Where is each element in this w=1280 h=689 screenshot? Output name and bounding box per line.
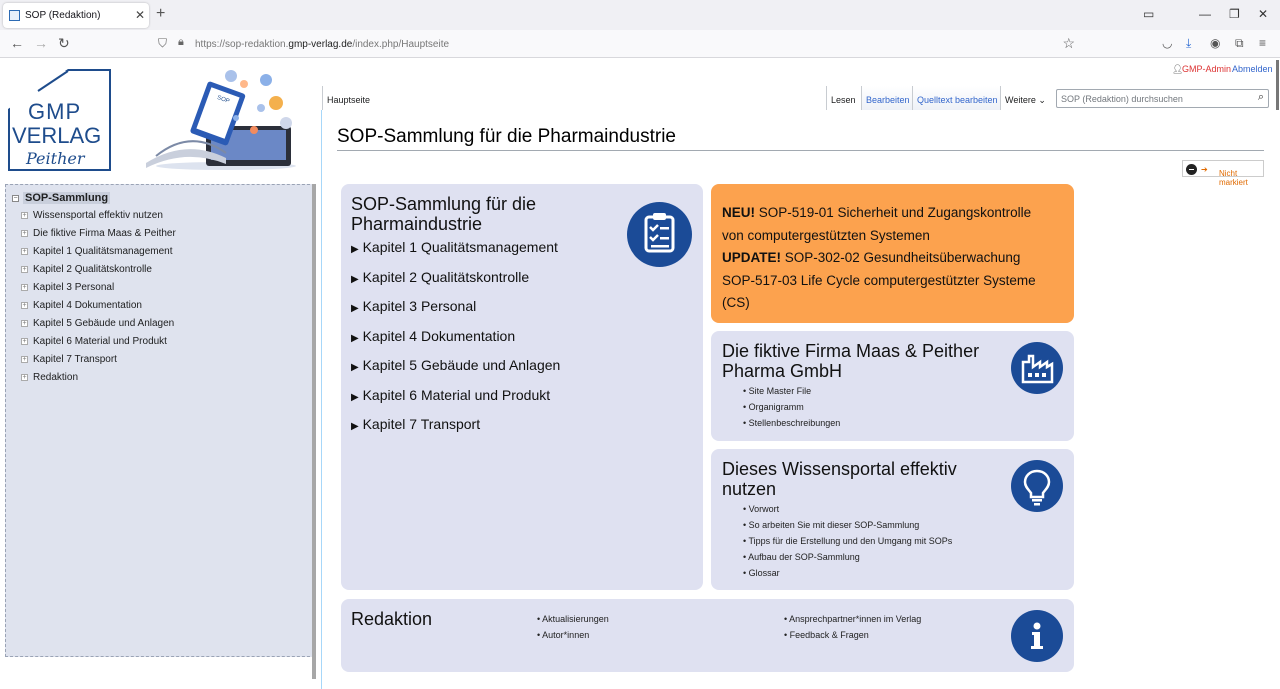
bullet-link[interactable] [743,552,860,562]
sidebar-item[interactable] [12,369,176,387]
bullet-link[interactable] [743,520,919,530]
triangle-right-icon: ▶ [351,362,359,373]
search-input[interactable] [1056,89,1269,108]
chapter-link[interactable] [351,269,529,285]
sidebar-item[interactable] [12,207,176,225]
sidebar-item[interactable] [12,351,176,369]
sidebar-item[interactable] [12,225,176,243]
sidebar-scrollbar[interactable] [312,184,316,679]
chapter-label: Kapitel 5 Gebäude und Anlagen [362,357,561,373]
sidebar-item-label: Kapitel 4 Dokumentation [33,300,142,311]
expand-icon[interactable]: + [22,302,27,309]
bullet-label: Vorwort [748,504,780,514]
bullet-icon: • [743,504,747,514]
tab-hauptseite[interactable]: Hauptseite [322,86,374,110]
user-link[interactable]: GMP-Admin [1182,64,1232,74]
bullet-icon: • [743,418,747,428]
info-icon [1011,610,1063,662]
chapter-link[interactable] [351,298,476,314]
sidebar-tree [5,184,315,657]
chapter-label: Kapitel 7 Transport [362,416,481,432]
chapter-label: Kapitel 3 Personal [362,298,477,314]
bullet-link[interactable] [743,402,804,412]
bullet-link[interactable] [743,418,840,428]
news-text [722,202,1062,315]
back-icon[interactable]: ← [10,35,24,51]
triangle-right-icon: ▶ [351,244,359,255]
chapter-label: Kapitel 4 Dokumentation [362,327,516,344]
bullet-link[interactable] [743,504,779,514]
card-redaktion [341,599,1074,672]
bullet-link[interactable] [537,614,609,624]
bullet-icon: • [537,614,541,624]
news-link-sop517-cont[interactable]: (CS) [722,295,750,310]
tab-title: SOP (Redaktion) [25,10,101,21]
chapter-label: Kapitel 2 Qualitätskontrolle [362,268,530,285]
reload-icon[interactable]: ↻ [58,35,70,51]
sidebar-item-label: Kapitel 1 Qualitätsmanagement [33,246,173,257]
tab-list-icon[interactable]: ▭ [1143,7,1155,21]
minus-circle-icon [1186,164,1197,175]
book-laptop-illustration-icon [136,68,301,173]
bullet-icon: • [784,614,788,624]
sidebar-item-label: Kapitel 7 Transport [33,354,117,365]
card-chapters [341,184,703,590]
sidebar-item-label: Die fiktive Firma Maas & Peither [33,228,176,239]
triangle-right-icon: ▶ [351,421,359,432]
news-link-sop519-cont[interactable]: von computergestützten Systemen [722,227,930,243]
close-window-icon[interactable]: ✕ [1258,7,1269,21]
tab-edit-source[interactable]: Quelltext bearbeiten [912,86,1002,110]
site-logo[interactable] [6,68,306,178]
triangle-right-icon: ▶ [351,391,359,403]
not-marked-label: ➔ Nicht markiert [1201,165,1248,187]
sidebar-item-label: Wissensportal effektiv nutzen [33,210,163,221]
account-icon[interactable]: ◉ [1210,36,1221,50]
bookmark-star-icon[interactable]: ☆ [1062,35,1075,51]
bullet-label: Aufbau der SOP-Sammlung [748,552,860,562]
bullet-icon: • [743,402,747,412]
chapter-link[interactable] [351,387,550,403]
bullet-link[interactable] [537,630,589,640]
expand-icon[interactable]: + [22,212,27,219]
bullet-label: Autor*innen [542,630,590,640]
tab-read[interactable]: Lesen [826,86,860,110]
expand-icon[interactable]: + [22,320,27,327]
tab-more-label: Weitere [1005,95,1036,105]
tab-edit[interactable]: Bearbeiten [861,86,914,110]
portal-title[interactable]: Dieses Wissensportal effektiv nutzen [722,459,957,499]
bullet-icon: • [537,630,541,640]
bullet-label: Feedback & Fragen [789,630,869,640]
bullet-label: Ansprechpartner*innen im Verlag [789,614,922,624]
logo-signature: Peither [26,149,85,168]
shield-icon[interactable]: ⛉ [158,36,168,50]
sidebar-item[interactable] [12,279,176,297]
expand-icon[interactable]: + [22,338,27,345]
expand-icon[interactable]: + [22,374,27,381]
not-marked-badge[interactable] [1182,160,1264,187]
bullet-link[interactable] [743,568,780,578]
bullet-icon: • [743,520,747,530]
chapters-title: SOP-Sammlung für die Pharmaindustrie [351,194,537,234]
title-divider [337,150,1264,151]
sidebar-item[interactable] [12,261,176,279]
bullet-link[interactable] [743,536,952,546]
chapter-link[interactable] [351,357,560,373]
expand-icon[interactable]: + [22,230,27,237]
update-label: UPDATE! [722,250,781,265]
bullet-link[interactable] [784,630,869,640]
menu-icon[interactable]: ≡ [1259,36,1267,50]
restore-icon[interactable]: ❐ [1229,7,1240,21]
browser-tab[interactable] [3,3,149,28]
bullet-label: Tipps für die Erstellung und den Umgang mit SOPs [748,536,953,546]
news-link-sop302[interactable]: SOP-302-02 Gesundheitsüberwachung [784,250,1021,265]
bullet-icon: • [784,630,788,640]
sidebar-item[interactable] [12,297,176,315]
card-portal [711,449,1074,590]
bullet-label: Organigramm [748,402,804,412]
new-label: NEU! [722,205,755,220]
sidebar-item[interactable] [12,315,176,333]
chapter-link[interactable] [351,416,480,432]
url-text[interactable]: https://sop-redaktion.gmp-verlag.de/index.php/Hauptseite [195,39,450,50]
logout-link[interactable]: Abmelden [1232,64,1273,74]
clipboard-icon [627,202,692,267]
search-icon[interactable]: ⌕ [1257,91,1264,103]
minimize-icon[interactable]: — [1199,7,1211,21]
tab-more[interactable] [1000,86,1050,110]
sidebar-item[interactable] [12,333,176,351]
card-company [711,331,1074,441]
collapse-icon[interactable]: − [13,194,18,202]
logo-verlag: VERLAG [12,123,102,148]
redaktion-title[interactable]: Redaktion [351,609,433,629]
chapter-link[interactable] [351,239,558,255]
favicon-icon [9,10,20,21]
sidebar-item[interactable] [12,243,176,261]
logo-box [8,69,111,171]
expand-icon[interactable]: + [22,266,27,273]
sidebar-item-label: Kapitel 3 Personal [33,282,115,293]
sidebar-item-label: Kapitel 2 Qualitätskontrolle [33,264,152,275]
bullet-label: So arbeiten Sie mit dieser SOP-Sammlung [748,520,920,530]
pocket-icon[interactable]: ◡ [1162,36,1173,50]
bullet-icon: • [743,536,747,546]
browser-nav-bar [0,30,1280,58]
sidebar-item-label: Kapitel 5 Gebäude und Anlagen [33,318,175,329]
bullet-label: Site Master File [748,386,812,396]
expand-icon[interactable]: + [22,284,27,291]
news-link-sop519[interactable]: SOP-519-01 Sicherheit und Zugangskontrolle [758,205,1032,220]
factory-icon [1011,342,1063,394]
sidebar-item-label: Redaktion [33,372,79,383]
page-title: SOP-Sammlung für die Pharmaindustrie [337,126,676,147]
new-tab-icon[interactable]: + [156,5,166,22]
user-icon: 👤︎ [1172,64,1184,74]
bullet-link[interactable] [743,386,811,396]
bullet-icon: • [743,386,747,396]
tree-root[interactable]: − SOP-Sammlung [13,192,109,204]
bullet-label: Stellenbeschreibungen [748,418,841,428]
company-title[interactable]: Die fiktive Firma Maas & Peither Pharma GmbH [722,341,980,381]
expand-icon[interactable]: + [22,356,27,363]
lock-icon[interactable]: 🔒︎ [178,36,184,48]
download-icon[interactable]: ⤓ [1186,36,1192,50]
bullet-label: Glossar [748,568,780,578]
illustration-sop-text: SOP [216,94,231,105]
search-placeholder: SOP (Redaktion) durchsuchen [1061,94,1183,104]
chapter-label: Kapitel 1 Qualitätsmanagement [362,239,558,255]
browser-tab-bar [0,0,1280,30]
bullet-icon: • [743,552,747,562]
bullet-label: Aktualisierungen [542,614,609,624]
logo-gmp: GMP [28,99,82,124]
triangle-right-icon: ▶ [351,332,359,344]
expand-icon[interactable]: + [22,248,27,255]
bullet-link[interactable] [784,614,921,624]
sidebar-item-label: Kapitel 6 Material und Produkt [33,336,167,347]
card-news [711,184,1074,323]
triangle-right-icon: ▶ [351,273,359,285]
bullet-icon: • [743,568,747,578]
lightbulb-icon [1011,460,1063,512]
chevron-down-icon: ⌄ [1038,95,1046,105]
chapter-label: Kapitel 6 Material und Produkt [362,386,551,403]
triangle-right-icon: ▶ [351,303,359,314]
extensions-icon[interactable]: ⧉ [1235,36,1244,50]
url-bar[interactable] [150,33,1085,55]
forward-icon[interactable]: → [34,35,48,51]
close-tab-icon[interactable]: ✕ [135,8,146,22]
chapter-link[interactable] [351,328,515,344]
news-link-sop517[interactable]: SOP-517-03 Life Cycle computergestützter Systeme [722,272,1036,288]
